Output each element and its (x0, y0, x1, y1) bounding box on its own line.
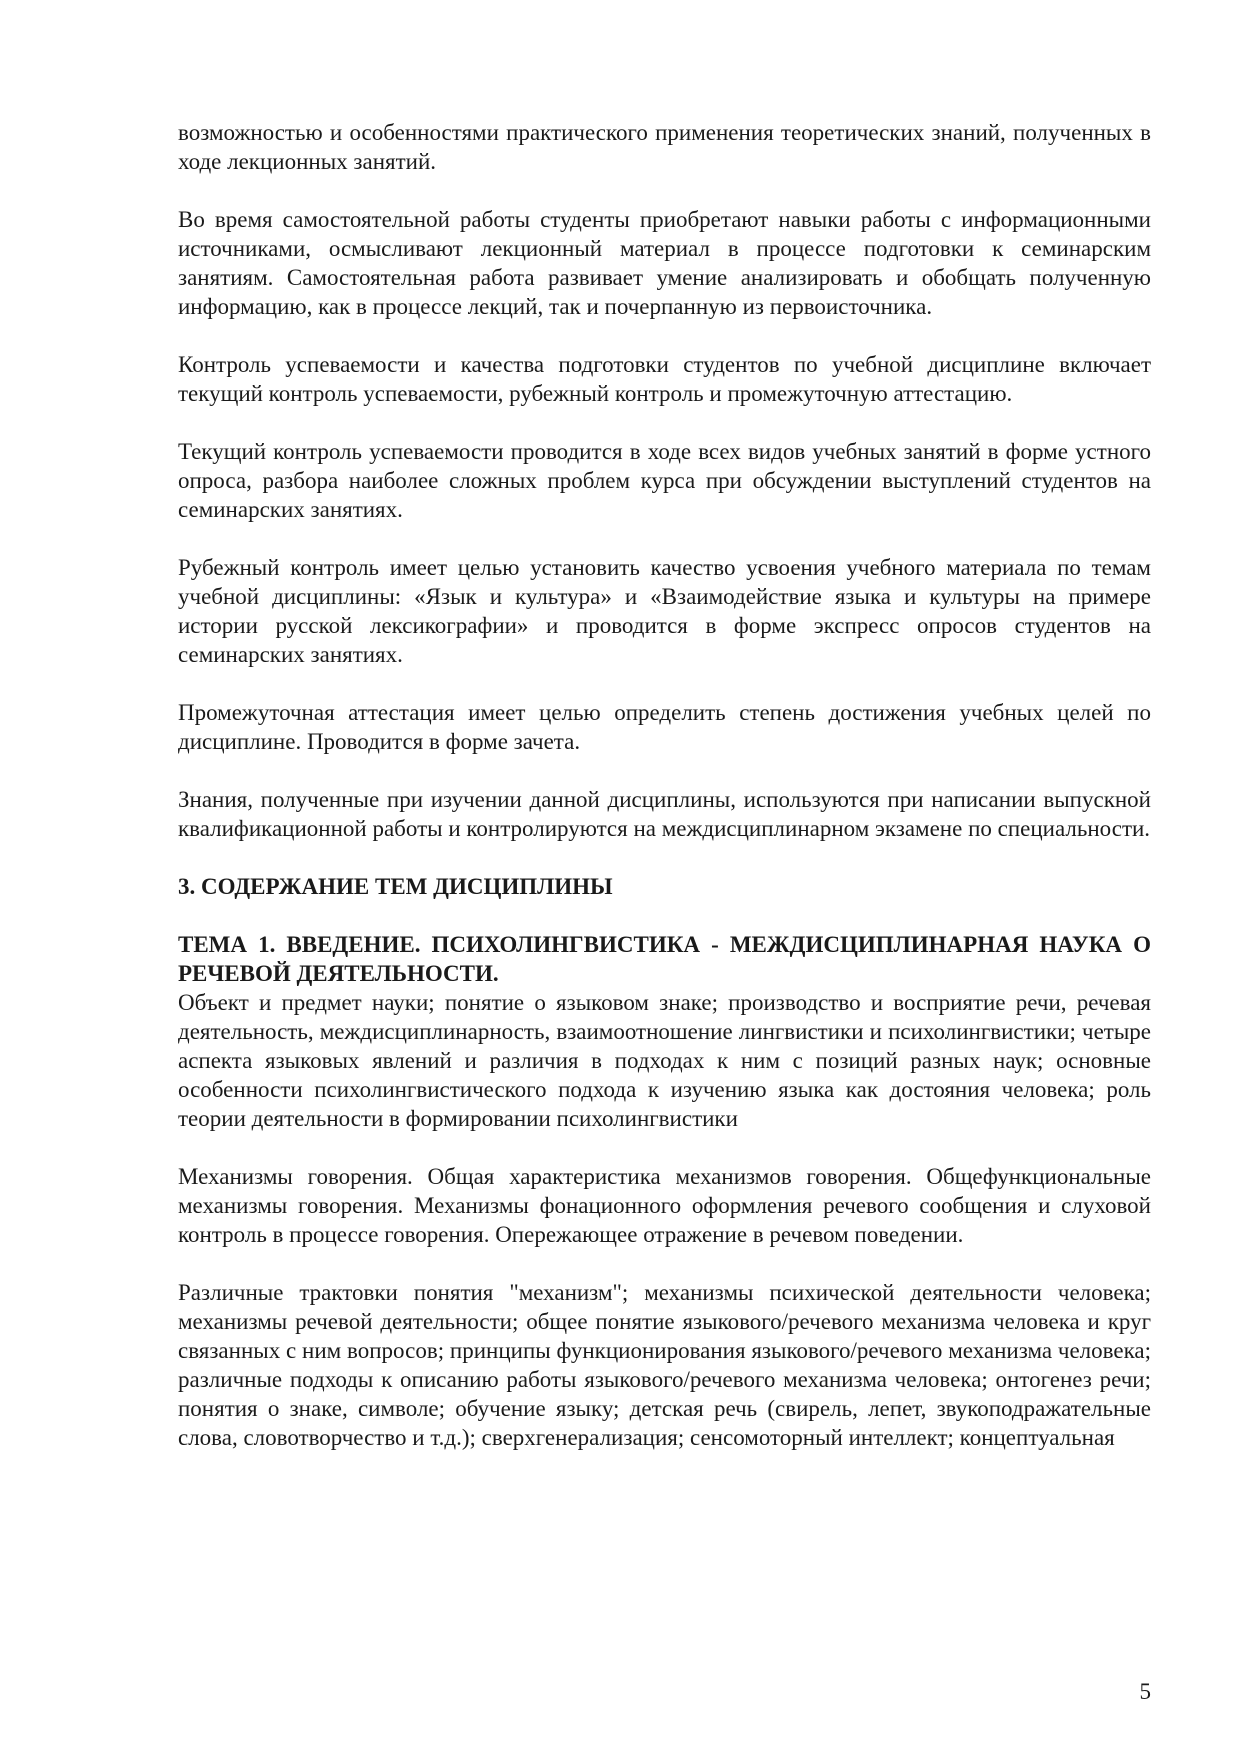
topic-paragraph-speaking-mechanisms: Механизмы говорения. Общая характеристика механизмов говорения. Общефункциональные механизмы говорения. Механизмы фонационного оформления речевого сообщения и слуховой контроль в процессе говорения. Опережающее отражение в речевом поведении. (178, 1164, 1151, 1247)
topic-heading: ТЕМА 1. ВВЕДЕНИЕ. ПСИХОЛИНГВИСТИКА - МЕЖДИСЦИПЛИНАРНАЯ НАУКА О РЕЧЕВОЙ ДЕЯТЕЛЬНОСТИ. (178, 932, 1151, 986)
paragraph-progress-control: Контроль успеваемости и качества подготовки студентов по учебной дисциплине включает текущий контроль успеваемости, рубежный контроль и промежуточную аттестацию. (178, 352, 1151, 406)
topic-paragraph-object-subject: Объект и предмет науки; понятие о языковом знаке; производство и восприятие речи, речевая деятельность, междисциплинарность, взаимоотношение лингвистики и психолингвистики; четыре аспекта языковых явлений и различия в подходах к ним с позиций разных наук; основные особенности психолингвистического подхода к изучению языка как достояния человека; роль теории деятельности в формировании психолингвистики (178, 990, 1151, 1131)
topic-paragraph-mechanism-interpretations: Различные трактовки понятия "механизм"; механизмы психической деятельности человека; механизмы речевой деятельности; общее понятие языкового/речевого механизма человека и круг связанных с ним вопросов; принципы функционирования языкового/речевого механизма человека; различные подходы к описанию работы языкового/речевого механизма человека; онтогенез речи; понятия о знаке, символе; обучение языку; детская речь (свирель, лепет, звукоподражательные слова, словотворчество и т.д.); сверхгенерализация; сенсомоторный интеллект; концептуальная (178, 1280, 1151, 1450)
paragraph-milestone-control: Рубежный контроль имеет целью установить качество усвоения учебного материала по темам учебной дисциплины: «Язык и культура» и «Взаимодействие языка и культуры на примере истории русской лексикографии» и проводится в форме экспресс опросов студентов на семинарских занятиях. (178, 555, 1151, 667)
paragraph-current-control: Текущий контроль успеваемости проводится в ходе всех видов учебных занятий в форме устного опроса, разбора наиболее сложных проблем курса при обсуждении выступлений студентов на семинарских занятиях. (178, 439, 1151, 522)
paragraph-intermediate-attestation: Промежуточная аттестация имеет целью определить степень достижения учебных целей по дисциплине. Проводится в форме зачета. (178, 700, 1151, 754)
section-heading: 3. СОДЕРЖАНИЕ ТЕМ ДИСЦИПЛИНЫ (178, 874, 613, 899)
paragraph-practical-application: возможностью и особенностями практического применения теоретических знаний, полученных в ходе лекционных занятий. (178, 120, 1151, 174)
paragraph-knowledge-usage: Знания, полученные при изучении данной дисциплины, используются при написании выпускной квалификационной работы и контролируются на междисциплинарном экзамене по специальности. (178, 787, 1151, 841)
document-page (178, 118, 1151, 1481)
page-number: 5 (1139, 1679, 1151, 1704)
paragraph-independent-work: Во время самостоятельной работы студенты приобретают навыки работы с информационными источниками, осмысливают лекционный материал в процессе подготовки к семинарским занятиям. Самостоятельная работа развивает умение анализировать и обобщать полученную информацию, как в процессе лекций, так и почерпанную из первоисточника. (178, 207, 1151, 319)
